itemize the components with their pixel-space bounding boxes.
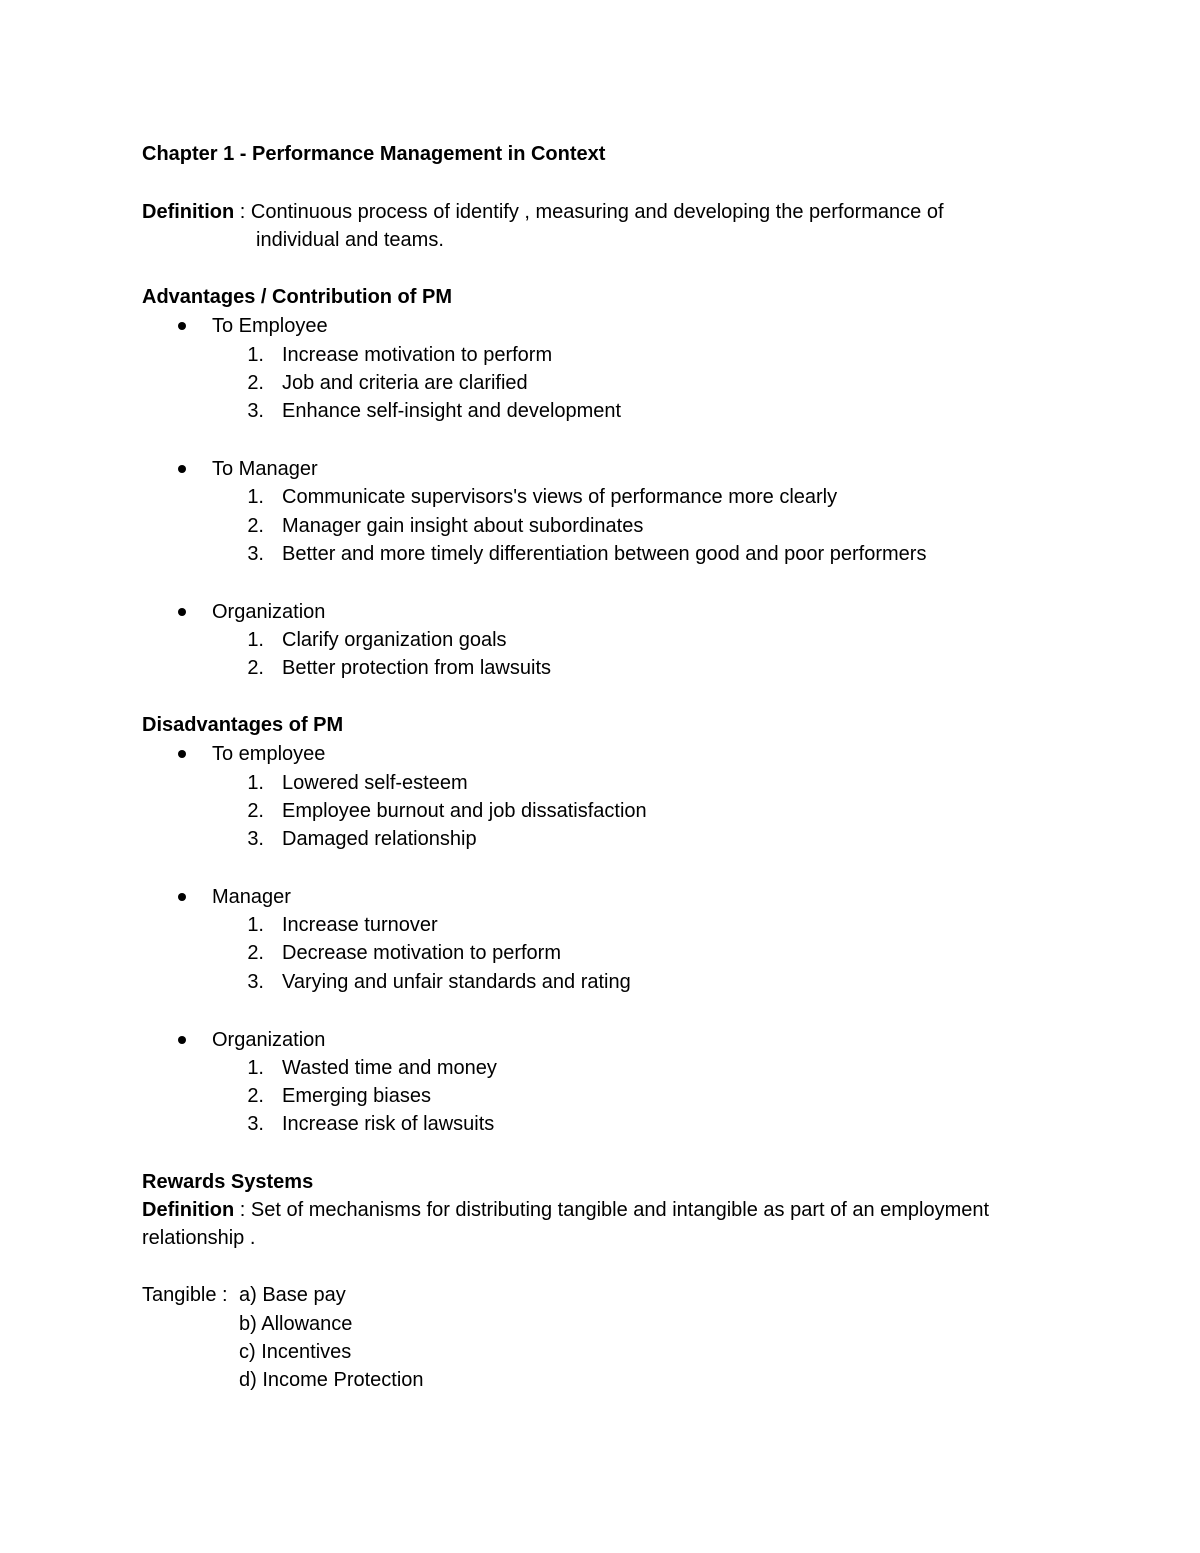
list-number: 3. [247, 1113, 264, 1135]
list-item: Increase risk of lawsuits [282, 1113, 495, 1135]
definition-line-2: individual and teams. [256, 229, 444, 251]
list-number: 3. [247, 971, 264, 993]
list-item: Clarify organization goals [282, 629, 507, 651]
list-item: Varying and unfair standards and rating [282, 971, 631, 993]
tangible-label: Tangible : [142, 1284, 228, 1306]
advantages-heading: Advantages / Contribution of PM [142, 286, 452, 308]
page-title: Chapter 1 - Performance Management in Context [142, 143, 606, 165]
list-item: Job and criteria are clarified [282, 372, 528, 394]
bullet-icon [178, 893, 186, 901]
list-item: Better and more timely differentiation between good and poor performers [282, 543, 927, 565]
definition-label: Definition [142, 201, 235, 223]
disadvantages-heading: Disadvantages of PM [142, 714, 344, 736]
tangible-item: b) Allowance [239, 1313, 353, 1335]
rewards-definition-label: Definition [142, 1199, 235, 1221]
adv-group-manager: To Manager [212, 458, 318, 480]
list-number: 2. [247, 657, 264, 679]
adv-group-organization: Organization [212, 601, 326, 623]
list-number: 3. [247, 828, 264, 850]
rewards-definition-line-1 [142, 1200, 989, 1220]
adv-group-employee: To Employee [212, 315, 328, 337]
list-item: Employee burnout and job dissatisfaction [282, 800, 647, 822]
list-item: Increase turnover [282, 914, 438, 936]
dis-group-manager: Manager [212, 886, 291, 908]
list-number: 1. [247, 1057, 264, 1079]
list-item: Lowered self-esteem [282, 772, 468, 794]
bullet-icon [178, 322, 186, 330]
list-item: Communicate supervisors's views of performance more clearly [282, 486, 838, 508]
dis-group-employee: To employee [212, 743, 326, 765]
bullet-icon [178, 608, 186, 616]
list-number: 1. [247, 629, 264, 651]
list-number: 1. [247, 914, 264, 936]
bullet-icon [178, 465, 186, 473]
rewards-definition-text: : Set of mechanisms for distributing tangible and intangible as part of an employment [234, 1199, 990, 1221]
dis-group-organization: Organization [212, 1029, 326, 1051]
list-number: 2. [247, 1085, 264, 1107]
rewards-definition-line-2: relationship . [142, 1227, 256, 1249]
tangible-item: d) Income Protection [239, 1369, 424, 1391]
list-item: Decrease motivation to perform [282, 942, 562, 964]
tangible-item: a) Base pay [239, 1284, 346, 1306]
list-item: Enhance self-insight and development [282, 400, 622, 422]
list-number: 1. [247, 772, 264, 794]
list-number: 1. [247, 344, 264, 366]
list-item: Better protection from lawsuits [282, 657, 551, 679]
list-number: 3. [247, 400, 264, 422]
list-item: Manager gain insight about subordinates [282, 515, 644, 537]
list-item: Increase motivation to perform [282, 344, 553, 366]
list-item: Damaged relationship [282, 828, 477, 850]
bullet-icon [178, 1036, 186, 1044]
list-number: 1. [247, 486, 264, 508]
definition-text: : Continuous process of identify , measuring and developing the performance of [234, 201, 944, 223]
definition-line-1 [142, 202, 944, 222]
bullet-icon [178, 750, 186, 758]
rewards-heading: Rewards Systems [142, 1171, 314, 1193]
list-number: 2. [247, 800, 264, 822]
tangible-item: c) Incentives [239, 1341, 352, 1363]
list-number: 2. [247, 372, 264, 394]
list-number: 3. [247, 543, 264, 565]
list-number: 2. [247, 942, 264, 964]
list-item: Wasted time and money [282, 1057, 497, 1079]
list-number: 2. [247, 515, 264, 537]
list-item: Emerging biases [282, 1085, 431, 1107]
